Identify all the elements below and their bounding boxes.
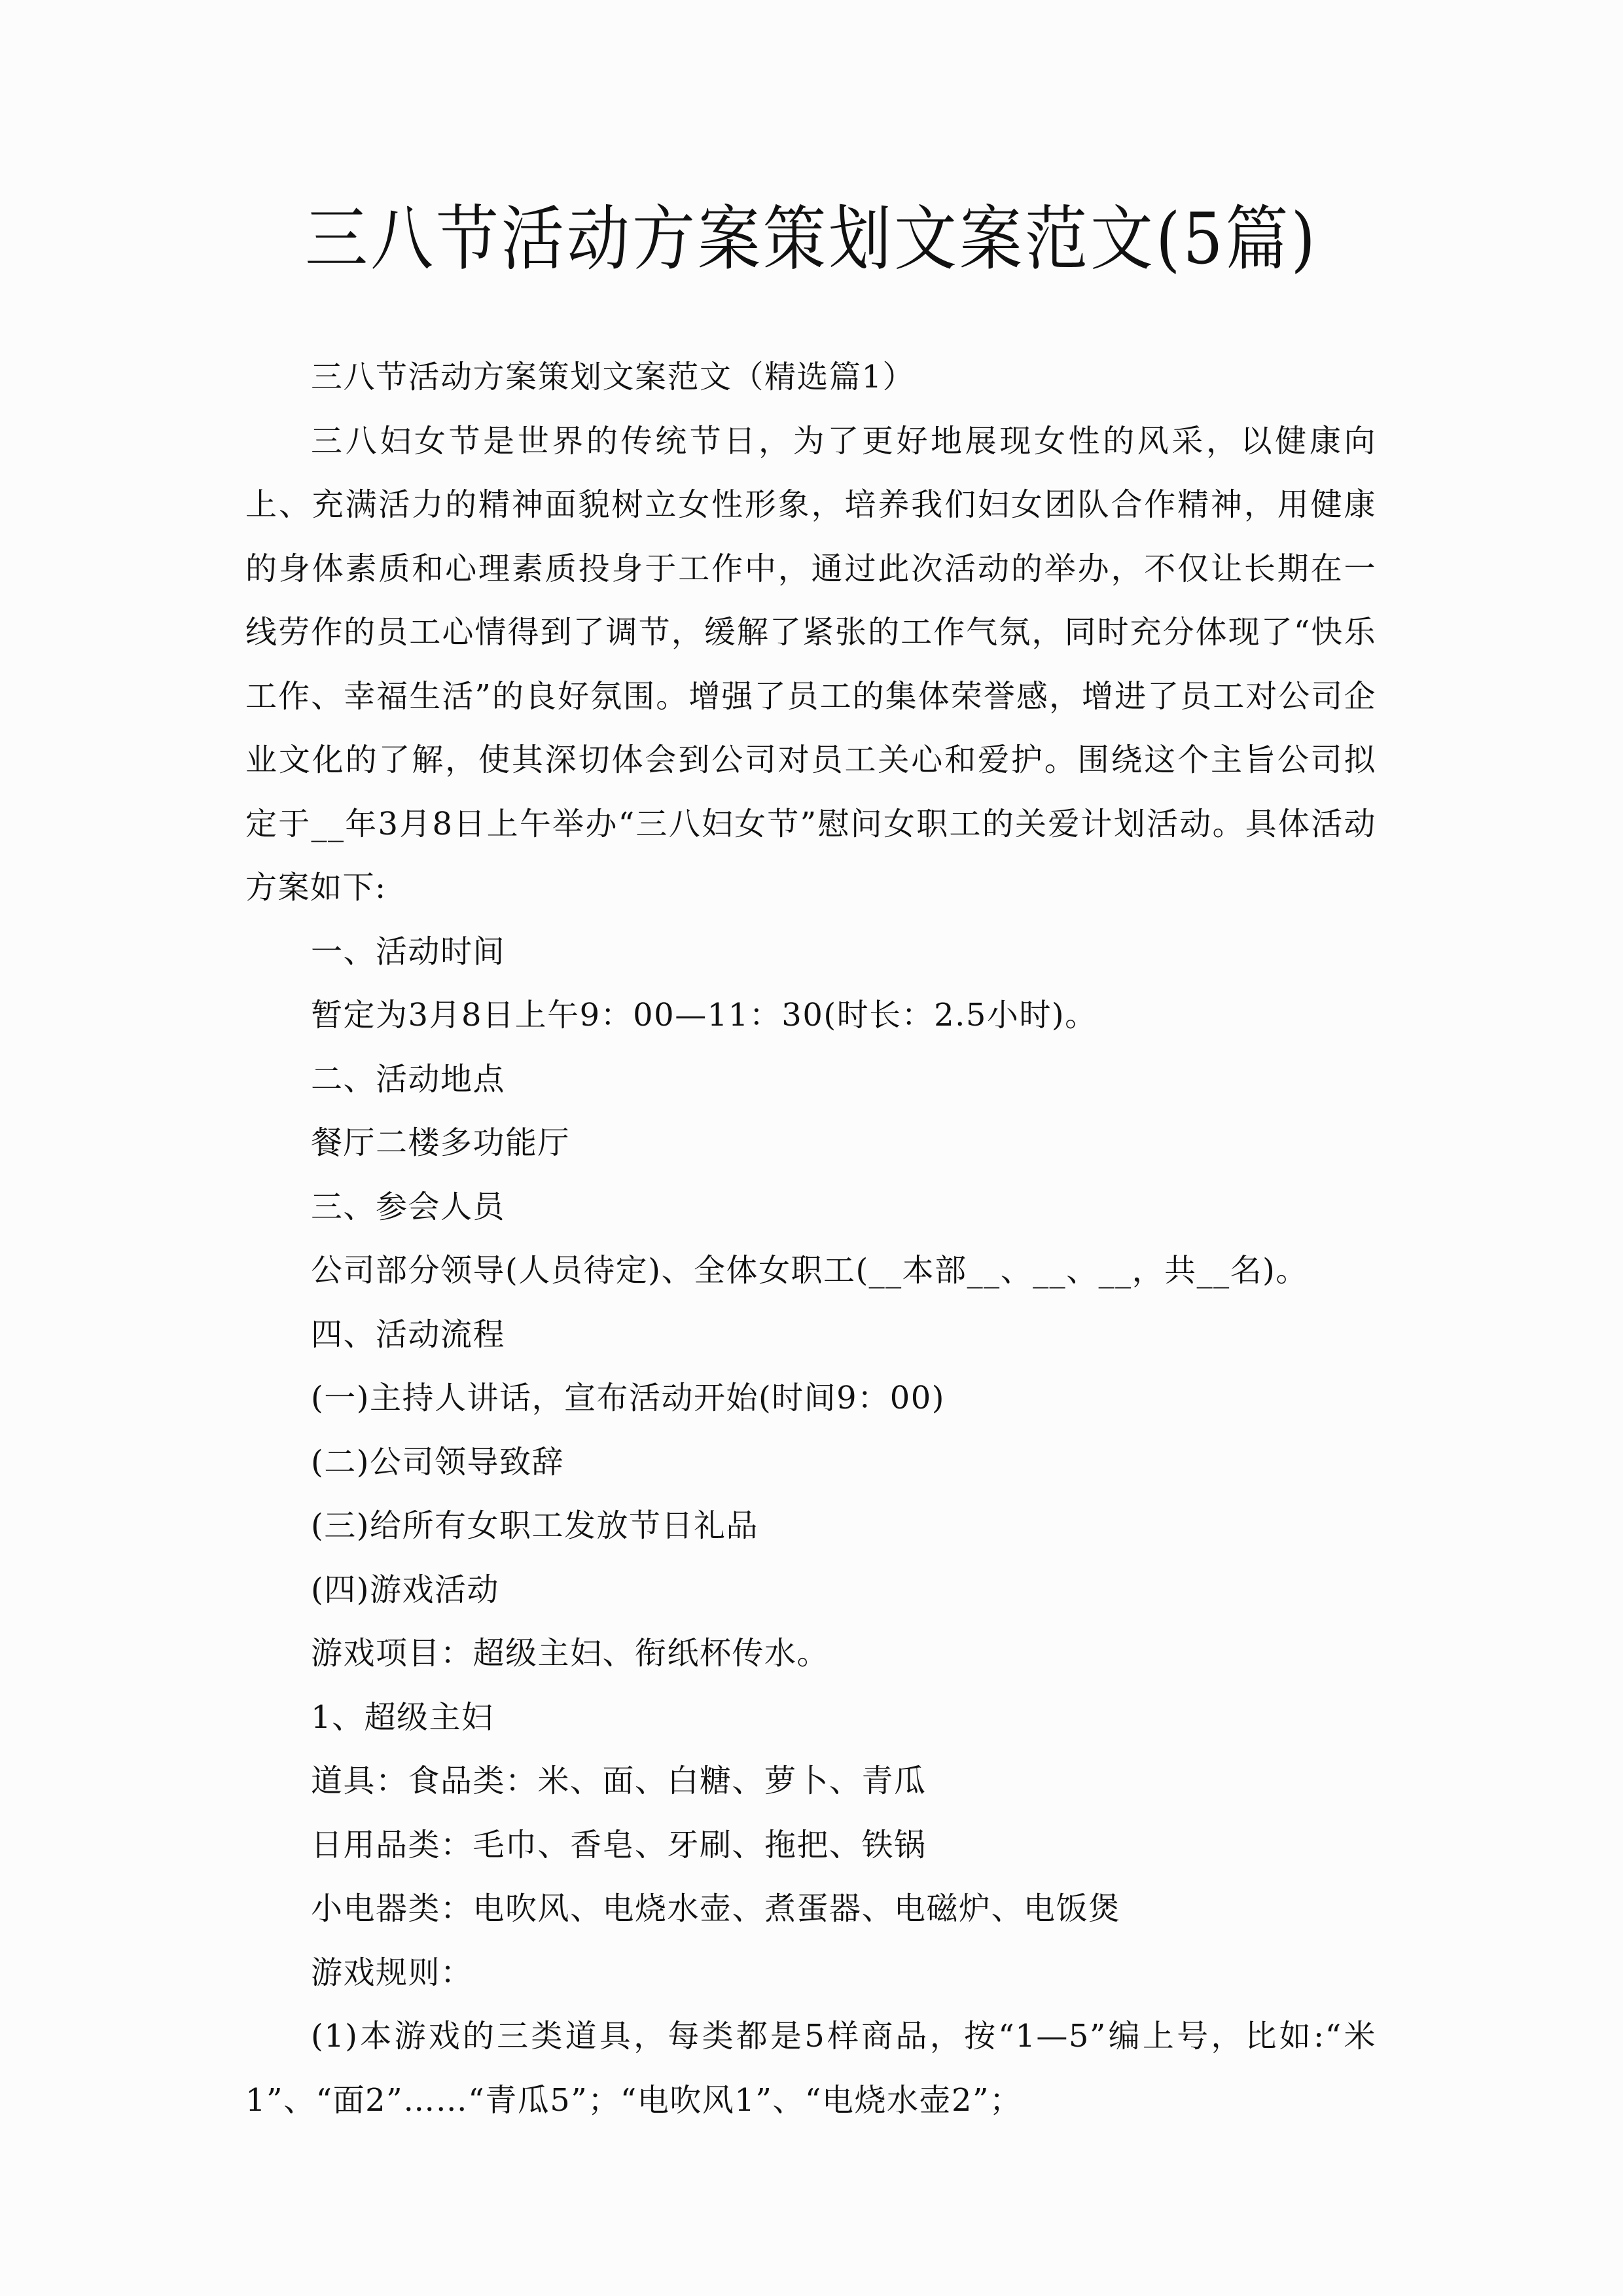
document-body [245,346,1376,2132]
game-rules-heading: 游戏规则： [311,1954,473,1991]
props-daily: 日用品类：毛巾、香皂、牙刷、拖把、铁锅 [311,1826,927,1863]
process-step-2: (二)公司领导致辞 [311,1443,564,1480]
intro-paragraph: 三八妇女节是世界的传统节日，为了更好地展现女性的风采，以健康向上、充满活力的精神面貌树立女性形象，培养我们妇女团队合作精神，用健康的身体素质和心理素质投身于工作中，通过此次活动的举办，不仅让长期在一线劳作的员工心情得到了调节，缓解了紧张的工作气氛，同时充分体现了“快乐工作、幸福生活”的良好氛围。增强了员工的集体荣誉感，增进了员工对公司企业文化的了解，使其深切体会到公司对员工关心和爱护。围绕这个主旨公司拟定于__年3月8日上午举办“三八妇女节”慰问女职工的关爱计划活动。具体活动方案如下: [245,422,1376,906]
game-1-heading: 1、超级主妇 [311,1698,494,1736]
subheading-selected-1: 三八节活动方案策划文案范文（精选篇1） [311,359,916,395]
process-step-3: (三)给所有女职工发放节日礼品 [311,1507,758,1544]
game-items: 游戏项目：超级主妇、衔纸杯传水。 [311,1635,830,1672]
props-food: 道具：食品类：米、面、白糖、萝卜、青瓜 [311,1763,927,1799]
section-heading-attendees: 三、参会人员 [311,1188,506,1225]
process-step-4: (四)游戏活动 [311,1571,499,1608]
process-step-1: (一)主持人讲话，宣布活动开始(时间9：00) [311,1380,946,1416]
section-heading-venue: 二、活动地点 [311,1060,506,1098]
section-heading-time: 一、活动时间 [311,933,506,970]
game-rule-1: (1)本游戏的三类道具，每类都是5样商品，按“1—5”编上号，比如:“米1”、“面2”……“青瓜5”；“电吹风1”、“电烧水壶2”； [245,2018,1376,2119]
document-title: 三八节活动方案策划文案范文(5篇) [305,198,1318,280]
venue-detail: 餐厅二楼多功能厅 [311,1124,571,1161]
props-appliances: 小电器类：电吹风、电烧水壶、煮蛋器、电磁炉、电饭煲 [311,1890,1121,1927]
section-heading-process: 四、活动流程 [311,1316,506,1353]
attendees-detail: 公司部分领导(人员待定)、全体女职工(__本部__、__、__，共__名)。 [311,1252,1308,1289]
time-detail: 暂定为3月8日上午9：00—11：30(时长：2.5小时)。 [311,997,1097,1033]
